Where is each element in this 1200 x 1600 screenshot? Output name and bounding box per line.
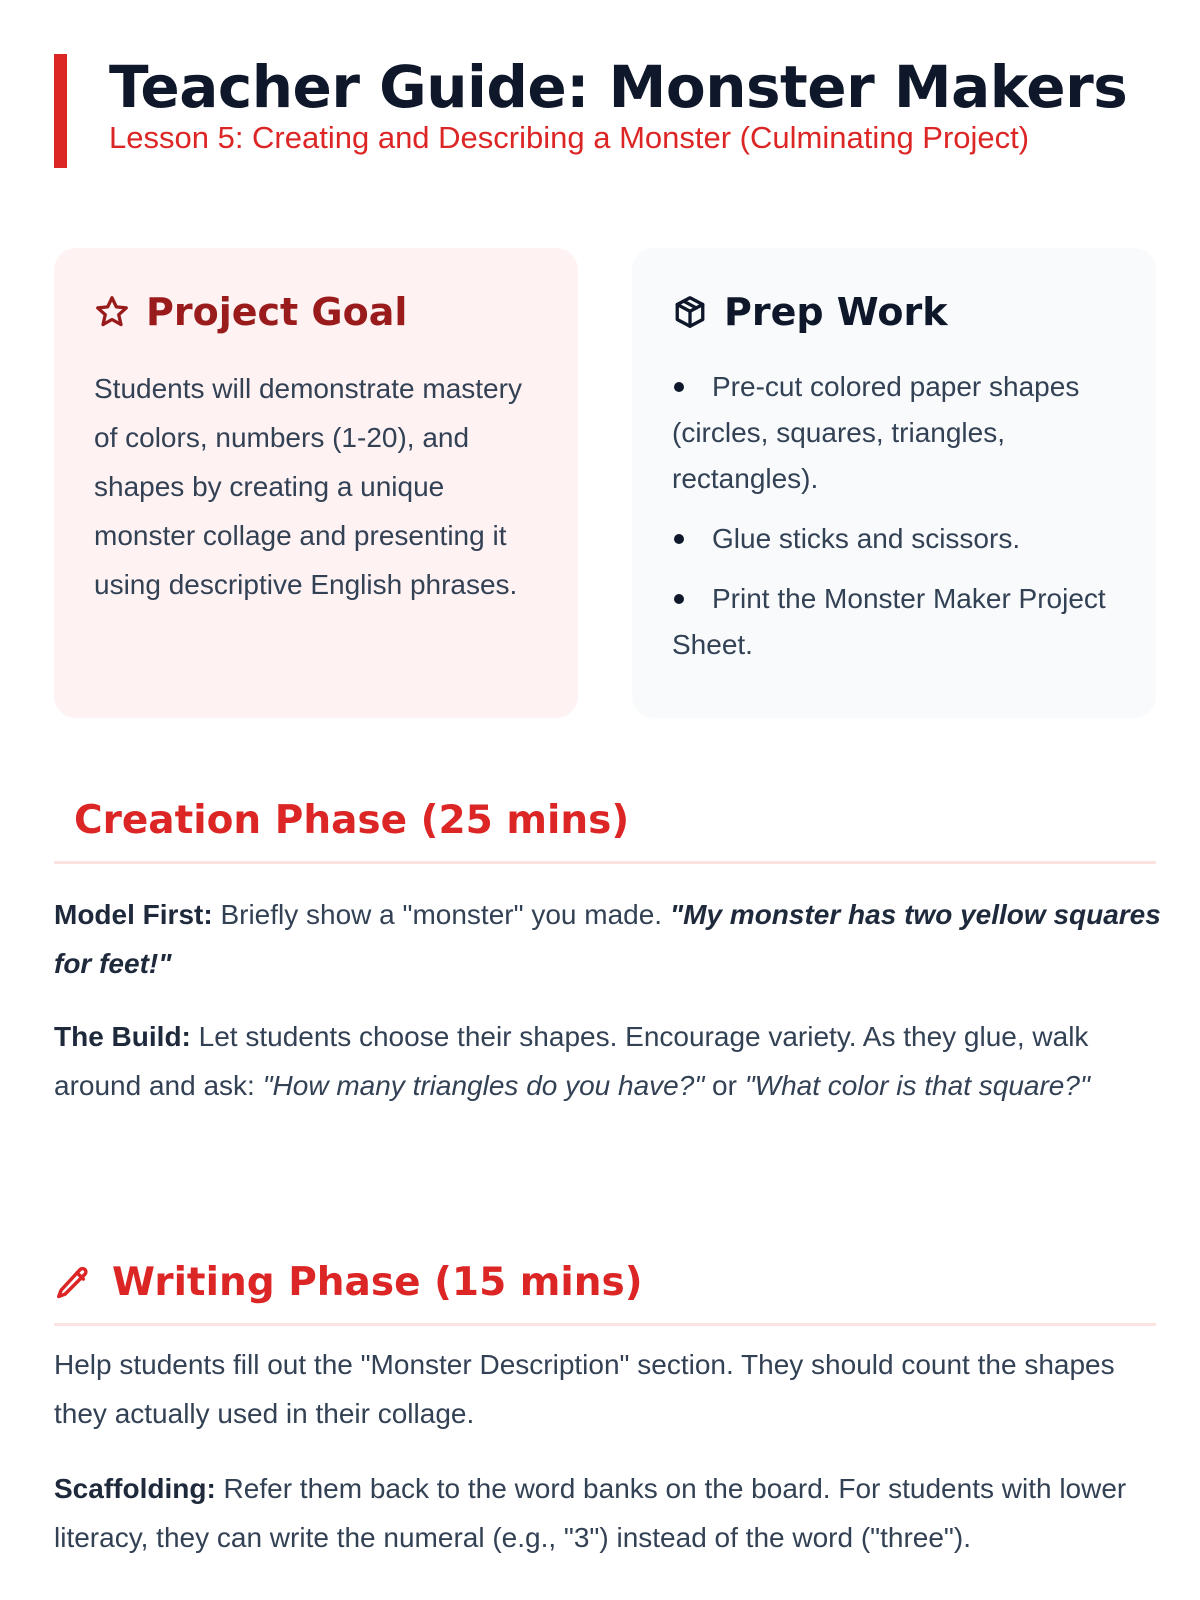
model-quote: "My monster has two yellow squares for feet!" (54, 899, 1161, 979)
box-icon (672, 294, 708, 330)
prep-work-title: Prep Work (724, 290, 948, 334)
prep-work-card (632, 248, 1156, 718)
project-goal-text: Students will demonstrate mastery of colors, numbers (1-20), and shapes by creating a unique monster collage and presenting it using descriptive English phrases. (94, 373, 522, 600)
build-quote-color: "What color is that square?" (744, 1070, 1090, 1101)
writing-phase-title: Writing Phase (15 mins) (112, 1260, 643, 1305)
page-subtitle: Lesson 5: Creating and Describing a Monster (Culminating Project) (109, 120, 1030, 155)
scaffolding-paragraph: Scaffolding: Refer them back to the word banks on the board. For students with lower literacy, they can write the numeral (e.g., "3") instead of the word ("three"). (54, 1473, 1127, 1553)
creation-phase-heading (54, 798, 1156, 864)
page-header (54, 54, 1127, 168)
build-quote-triangles: "How many triangles do you have?" (262, 1070, 705, 1101)
prep-work-heading (672, 288, 1116, 336)
bullet-dot (674, 534, 684, 544)
project-goal-heading (94, 288, 538, 336)
prep-work-list (672, 364, 1116, 668)
project-goal-title: Project Goal (146, 290, 408, 334)
bullet-dot (674, 382, 684, 392)
writing-phase-heading (54, 1260, 1156, 1326)
bullet-dot (674, 594, 684, 604)
scaffolding-label: Scaffolding: (54, 1473, 216, 1504)
pencil-icon (54, 1264, 92, 1302)
star-icon (94, 294, 130, 330)
list-item: Glue sticks and scissors. (672, 516, 1116, 562)
project-goal-card (54, 248, 578, 718)
model-first-paragraph: Model First: Briefly show a "monster" you made. "My monster has two yellow squares for feet!" (54, 899, 1161, 979)
list-item: Pre-cut colored paper shapes (circles, squares, triangles, rectangles). (672, 371, 1080, 494)
writing-instructions: Help students fill out the "Monster Description" section. They should count the shapes they actually used in their collage. (54, 1349, 1115, 1429)
page-title: Teacher Guide: Monster Makers (109, 53, 1128, 121)
creation-phase-title: Creation Phase (25 mins) (74, 798, 630, 843)
model-first-label: Model First: (54, 899, 213, 930)
the-build-label: The Build: (54, 1021, 191, 1052)
list-item: Print the Monster Maker Project Sheet. (672, 583, 1106, 660)
the-build-paragraph: The Build: Let students choose their shapes. Encourage variety. As they glue, walk around and ask: "How many triangles do you have?" or "What color is that square?" (54, 1021, 1090, 1101)
